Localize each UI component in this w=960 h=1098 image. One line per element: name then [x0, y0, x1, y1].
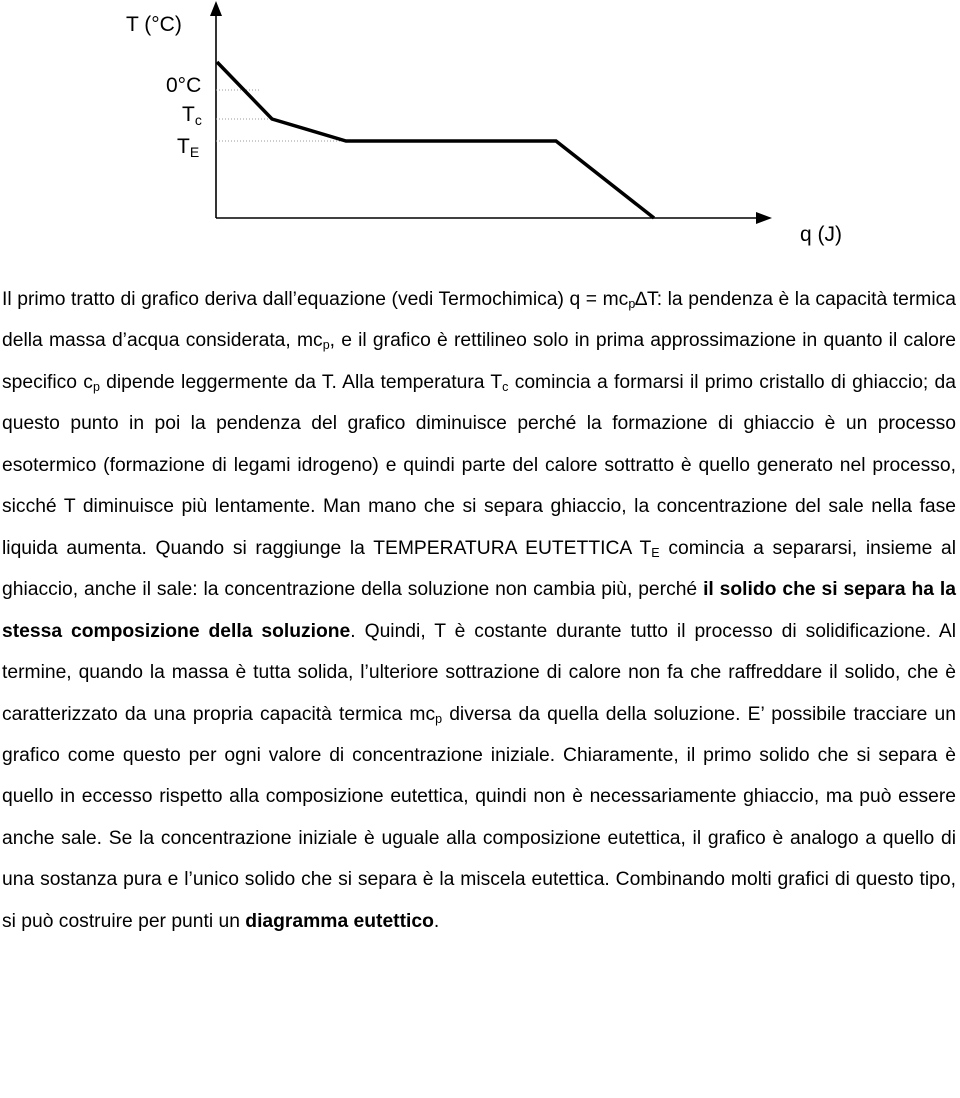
bold-term-diagramma-eutettico: diagramma eutettico [245, 910, 434, 932]
tc-level-sub: c [194, 112, 202, 128]
subscript: p [435, 711, 443, 726]
cooling-curve [217, 62, 654, 218]
te-level-main: T [177, 135, 190, 158]
text-run: . Quindi, T è costante durante tutto il processo di solidificazione. Al termine, quando la massa è tutta solida, l’ulteriore sottrazione di calore non fa che raffreddare il solido, che è caratterizzato da una propria capacità termica mc [2, 620, 956, 725]
te-level-label [177, 135, 199, 160]
text-run: . [433, 910, 440, 932]
text-run: , e il grafico è rettilineo solo in prima approssimazione in quanto il calore specifico c [2, 330, 956, 393]
cooling-curve-svg [0, 0, 960, 250]
x-axis-arrow [756, 212, 772, 224]
subscript: p [322, 338, 330, 353]
y-axis-arrow [210, 1, 222, 16]
text-run: comincia a separarsi, insieme al ghiaccio, anche il sale: la concentrazione della soluzione non cambia più, perché [2, 537, 956, 601]
subscript: p [628, 297, 636, 311]
bold-emphasis: il solido che si separa ha la stessa composizione della soluzione [2, 579, 956, 642]
x-axis-label: q (J) [800, 223, 842, 246]
text-run: dipende leggermente da T. Alla temperatura T [99, 371, 503, 393]
text-run: diversa da quella della soluzione. E’ possibile tracciare un grafico come questo per ogni valore di concentrazione iniziale. Chiaramente, il primo solido che si separa è quello in eccesso rispetto alla composizione eutettica, quindi non è necessariamente ghiaccio, ma può essere anche sale. Se la concentrazione iniziale è uguale alla composizione eutettica, il grafico è analogo a quello di una sostanza pura e l’unico solido che si separa è la miscela eutettica. Combinando molti grafici di questo tipo, si può costruire per punti un [2, 703, 956, 932]
y-axis-label: T (°C) [126, 13, 182, 36]
tc-level-main: T [182, 103, 195, 126]
subscript: c [502, 379, 509, 394]
text-run: Il primo tratto di grafico deriva dall’equazione (vedi Termochimica) q = mc [2, 289, 629, 310]
text-run: comincia a formarsi il primo cristallo di ghiaccio; da questo punto in poi la pendenza del grafico diminuisce perché la formazione di ghiaccio è un processo esotermico (formazione di legami idrogeno) e quindi parte del calore sottratto è quello generato nel processo, sicché T diminuisce più lentamente. Man mano che si separa ghiaccio, la concentrazione del sale nella fase liquida aumenta. Quando si raggiunge la TEMPERATURA EUTETTICA T [2, 371, 956, 559]
subscript: E [651, 545, 660, 560]
te-level-sub: E [189, 144, 200, 160]
text-run: ∆T: la pendenza è la capacità termica della massa d’acqua considerata, mc [2, 289, 956, 352]
zero-level-label: 0°C [166, 74, 202, 97]
subscript: p [92, 379, 100, 394]
explanation-text [2, 279, 956, 942]
explanation-paragraph [2, 279, 956, 942]
tc-level-label [182, 103, 202, 128]
cooling-curve-figure [0, 0, 960, 250]
